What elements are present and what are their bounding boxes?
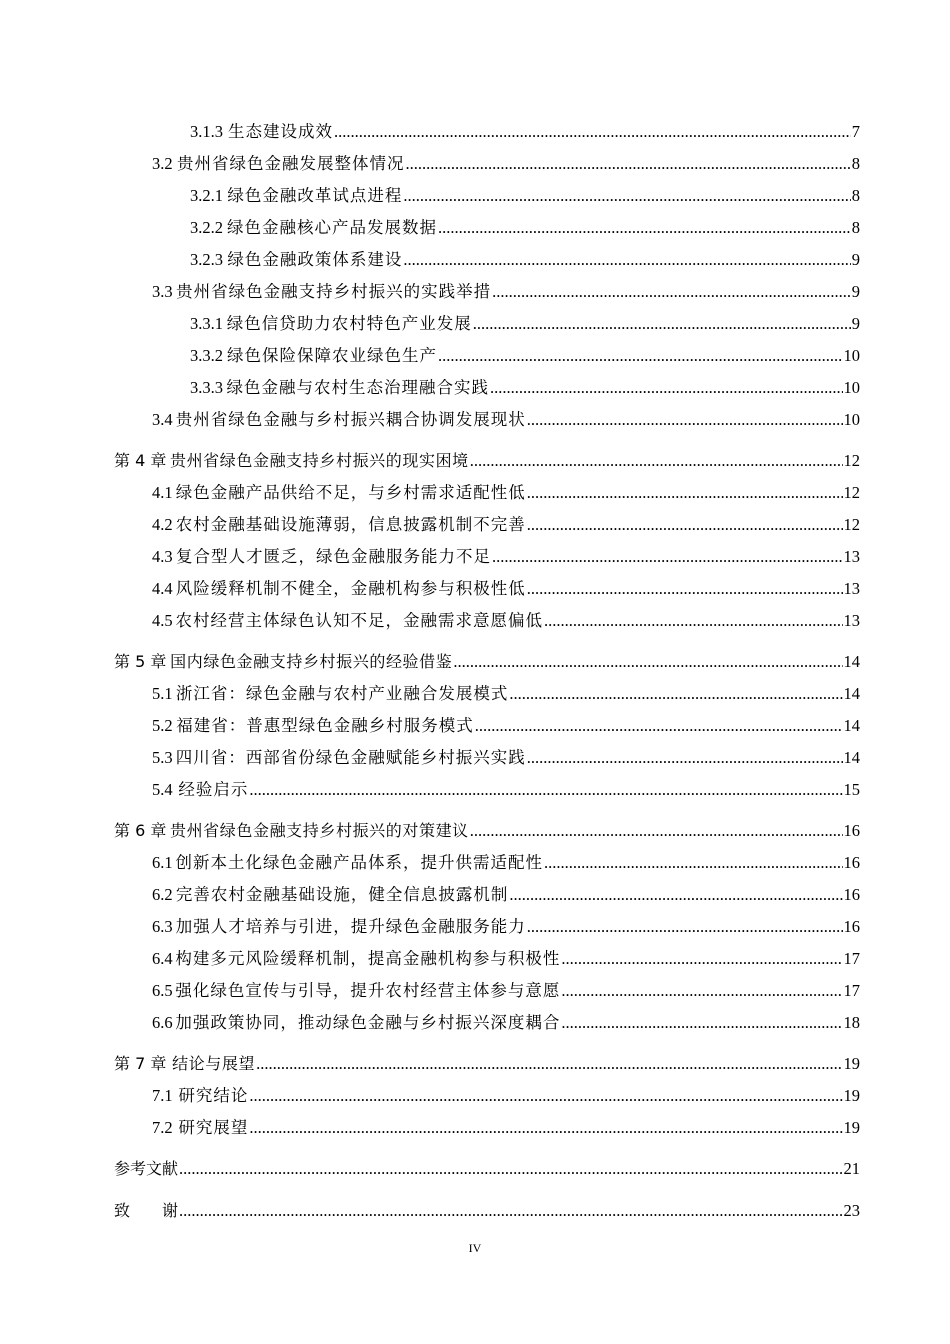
toc-entry-title: 绿色信贷助力农村特色产业发展: [226, 314, 472, 333]
toc-entry[interactable]: [190, 217, 860, 239]
toc-entry[interactable]: [190, 249, 860, 271]
toc-leader-dots: [527, 578, 843, 600]
toc-leader-dots: [453, 651, 842, 673]
toc-entry-title: 加强人才培养与引进，提升绿色金融服务能力: [175, 917, 526, 936]
toc-leader-dots: [179, 1158, 842, 1180]
toc-entry-number: 第 4 章: [114, 451, 167, 470]
toc-entry-title: 绿色金融政策体系建设: [227, 250, 403, 269]
toc-entry-title: 贵州省绿色金融支持乡村振兴的现实困境: [169, 451, 469, 470]
toc-entry-page: 12: [843, 515, 860, 534]
toc-entry-page: 12: [843, 451, 860, 470]
toc-leader-dots: [490, 377, 843, 399]
toc-entry-number: 4.1: [152, 483, 173, 502]
toc-leader-dots: [561, 1012, 842, 1034]
toc-entry-title: 国内绿色金融支持乡村振兴的经验借鉴: [170, 652, 453, 671]
toc-entry-page: 7: [851, 122, 860, 141]
toc-entry[interactable]: [152, 514, 860, 536]
toc-leader-dots: [527, 482, 843, 504]
toc-entry-page: 15: [843, 780, 860, 799]
toc-entry[interactable]: [190, 345, 860, 367]
toc-leader-dots: [334, 121, 851, 143]
toc-entry[interactable]: [152, 409, 860, 431]
toc-entry-number: 6.3: [152, 917, 173, 936]
toc-entry-page: 14: [843, 716, 860, 735]
toc-entry-page: 13: [843, 579, 860, 598]
toc-entry-number: 4.2: [152, 515, 173, 534]
toc-entry-title: 浙江省：绿色金融与农村产业融合发展模式: [175, 684, 509, 703]
toc-entry[interactable]: [152, 683, 860, 705]
toc-entry-page: 9: [851, 282, 860, 301]
toc-entry-page: 10: [843, 346, 860, 365]
toc-entry-number: 5.3: [152, 748, 173, 767]
toc-entry-title: 加强政策协同，推动绿色金融与乡村振兴深度耦合: [175, 1013, 561, 1032]
toc-entry-number: 3.2.2: [190, 218, 223, 237]
toc-leader-dots: [438, 217, 851, 239]
toc-entry[interactable]: [114, 651, 860, 673]
toc-entry-title: 风险缓释机制不健全，金融机构参与积极性低: [175, 579, 526, 598]
toc-entry-number: 3.3: [152, 282, 173, 301]
toc-entry-number: 6.6: [152, 1013, 173, 1032]
toc-entry-page: 12: [843, 483, 860, 502]
toc-entry[interactable]: [190, 377, 860, 399]
toc-entry-number: 3.4: [152, 410, 173, 429]
toc-entry[interactable]: [152, 916, 860, 938]
toc-leader-dots: [527, 514, 843, 536]
toc-entry-title: 绿色金融核心产品发展数据: [227, 218, 438, 237]
toc-leader-dots: [544, 852, 842, 874]
toc-entry-title: 贵州省绿色金融发展整体情况: [176, 154, 405, 173]
toc-entry[interactable]: [114, 1200, 860, 1222]
toc-entry-page: 13: [843, 611, 860, 630]
toc-entry-page: 21: [843, 1159, 860, 1178]
toc-leader-dots: [492, 546, 842, 568]
toc-entry-page: 17: [843, 949, 860, 968]
toc-entry-title: 完善农村金融基础设施，健全信息披露机制: [175, 885, 509, 904]
toc-leader-dots: [492, 281, 851, 303]
toc-entry-title: 复合型人才匮乏，绿色金融服务能力不足: [176, 547, 492, 566]
toc-entry-title: 绿色金融与农村生态治理融合实践: [226, 378, 489, 397]
toc-entry-title: 贵州省绿色金融与乡村振兴耦合协调发展现状: [175, 410, 526, 429]
toc-entry-page: 9: [851, 250, 860, 269]
toc-entry-page: 23: [843, 1201, 860, 1220]
toc-leader-dots: [403, 249, 850, 271]
toc-entry[interactable]: [152, 1085, 860, 1107]
toc-entry-title: 生态建设成效: [228, 122, 334, 141]
toc-entry[interactable]: [114, 820, 860, 842]
toc-entry-title: 强化绿色宣传与引导，提升农村经营主体参与意愿: [175, 981, 561, 1000]
toc-entry-title: 创新本土化绿色金融产品体系，提升供需适配性: [175, 853, 544, 872]
toc-leader-dots: [527, 916, 843, 938]
toc-entry-page: 8: [851, 218, 860, 237]
toc-entry-number: 3.2: [152, 154, 173, 173]
toc-entry-title: 贵州省绿色金融支持乡村振兴的对策建议: [169, 821, 469, 840]
toc-entry-title: 构建多元风险缓释机制，提高金融机构参与积极性: [175, 949, 561, 968]
toc-leader-dots: [544, 610, 842, 632]
toc-entry-number: 4.5: [152, 611, 173, 630]
toc-entry-page: 14: [843, 684, 860, 703]
toc-entry-title: 致 谢: [114, 1201, 179, 1220]
toc-entry[interactable]: [152, 779, 860, 801]
toc-entry-title: 四川省：西部省份绿色金融赋能乡村振兴实践: [175, 748, 526, 767]
toc-entry-title: 绿色金融改革试点进程: [227, 186, 403, 205]
toc-entry-number: 4.3: [152, 547, 173, 566]
toc-entry-page: 18: [843, 1013, 860, 1032]
toc-entry-title: 农村经营主体绿色认知不足，金融需求意愿偏低: [175, 611, 544, 630]
toc-entry-page: 17: [843, 981, 860, 1000]
toc-entry-number: 3.3.3: [190, 378, 223, 397]
toc-entry-title: 贵州省绿色金融支持乡村振兴的实践举措: [176, 282, 492, 301]
toc-entry[interactable]: [152, 482, 860, 504]
toc-entry-page: 8: [851, 154, 860, 173]
toc-entry-number: 5.4: [152, 780, 173, 799]
toc-entry[interactable]: [152, 747, 860, 769]
toc-entry-title: 绿色保险保障农业绿色生产: [226, 346, 437, 365]
toc-entry-page: 16: [843, 821, 860, 840]
toc-entry[interactable]: [190, 313, 860, 335]
toc-entry-title: 结论与展望: [172, 1054, 256, 1073]
toc-leader-dots: [475, 715, 843, 737]
toc-entry-page: 10: [843, 410, 860, 429]
toc-entry-page: 16: [843, 885, 860, 904]
toc-leader-dots: [405, 153, 850, 175]
toc-leader-dots: [179, 1200, 842, 1222]
toc-entry-title: 农村金融基础设施薄弱，信息披露机制不完善: [175, 515, 526, 534]
toc-entry-number: 6.2: [152, 885, 173, 904]
toc-leader-dots: [470, 820, 843, 842]
toc-leader-dots: [561, 980, 842, 1002]
toc-entry-number: 5.1: [152, 684, 173, 703]
toc-entry-number: 7.1: [152, 1086, 173, 1105]
toc-entry-page: 8: [851, 186, 860, 205]
toc-entry-number: 第 6 章: [114, 821, 167, 840]
toc-entry-number: 3.2.1: [190, 186, 223, 205]
toc-entry-page: 9: [851, 314, 860, 333]
toc-entry-title: 研究展望: [178, 1118, 249, 1137]
toc-leader-dots: [561, 948, 842, 970]
toc-entry-page: 19: [843, 1118, 860, 1137]
toc-leader-dots: [438, 345, 843, 367]
toc-entry-number: 6.4: [152, 949, 173, 968]
toc-entry[interactable]: [152, 1012, 860, 1034]
toc-entry[interactable]: [190, 185, 860, 207]
toc-entry-number: 7.2: [152, 1118, 173, 1137]
toc-entry[interactable]: [152, 578, 860, 600]
toc-leader-dots: [249, 1085, 842, 1107]
toc-leader-dots: [403, 185, 850, 207]
toc-entry[interactable]: [114, 450, 860, 472]
toc-entry[interactable]: [152, 715, 860, 737]
toc-entry-title: 研究结论: [178, 1086, 249, 1105]
toc-leader-dots: [473, 313, 851, 335]
toc-entry-number: 第 7 章: [114, 1054, 167, 1073]
toc-leader-dots: [249, 779, 842, 801]
toc-leader-dots: [249, 1117, 842, 1139]
toc-entry-number: 4.4: [152, 579, 173, 598]
toc-entry-page: 16: [843, 917, 860, 936]
toc-entry[interactable]: [152, 281, 860, 303]
toc-leader-dots: [509, 884, 842, 906]
toc-entry-page: 13: [843, 547, 860, 566]
toc-entry-title: 参考文献: [114, 1159, 179, 1178]
toc-entry[interactable]: [152, 948, 860, 970]
toc-entry-page: 14: [843, 652, 860, 671]
toc-leader-dots: [470, 450, 843, 472]
toc-leader-dots: [527, 747, 843, 769]
toc-entry-page: 19: [843, 1054, 860, 1073]
page-number-footer: IV: [468, 1241, 482, 1255]
toc-entry[interactable]: [152, 1117, 860, 1139]
toc-entry[interactable]: [152, 610, 860, 632]
toc-entry[interactable]: [152, 153, 860, 175]
toc-entry-page: 19: [843, 1086, 860, 1105]
toc-entry-number: 3.3.1: [190, 314, 223, 333]
toc-entry[interactable]: [190, 121, 860, 143]
toc-entry-title: 经验启示: [178, 780, 249, 799]
toc-entry-number: 6.5: [152, 981, 173, 1000]
toc-entry-page: 10: [843, 378, 860, 397]
toc-entry-page: 16: [843, 853, 860, 872]
toc-leader-dots: [509, 683, 842, 705]
toc-entry-page: 14: [843, 748, 860, 767]
toc-entry-title: 绿色金融产品供给不足，与乡村需求适配性低: [175, 483, 526, 502]
toc-entry-number: 3.3.2: [190, 346, 223, 365]
toc-entry[interactable]: [114, 1158, 860, 1180]
toc-entry[interactable]: [152, 980, 860, 1002]
toc-entry-number: 6.1: [152, 853, 173, 872]
toc-entry-title: 福建省：普惠型绿色金融乡村服务模式: [176, 716, 474, 735]
toc-leader-dots: [256, 1053, 842, 1075]
toc-entry[interactable]: [152, 546, 860, 568]
toc-leader-dots: [527, 409, 843, 431]
toc-entry[interactable]: [152, 852, 860, 874]
toc-entry-number: 3.1.3: [190, 122, 223, 141]
toc-entry-number: 5.2: [152, 716, 173, 735]
toc-entry[interactable]: [114, 1053, 860, 1075]
toc-entry-number: 第 5 章: [114, 652, 167, 671]
toc-entry-number: 3.2.3: [190, 250, 223, 269]
toc-entry[interactable]: [152, 884, 860, 906]
